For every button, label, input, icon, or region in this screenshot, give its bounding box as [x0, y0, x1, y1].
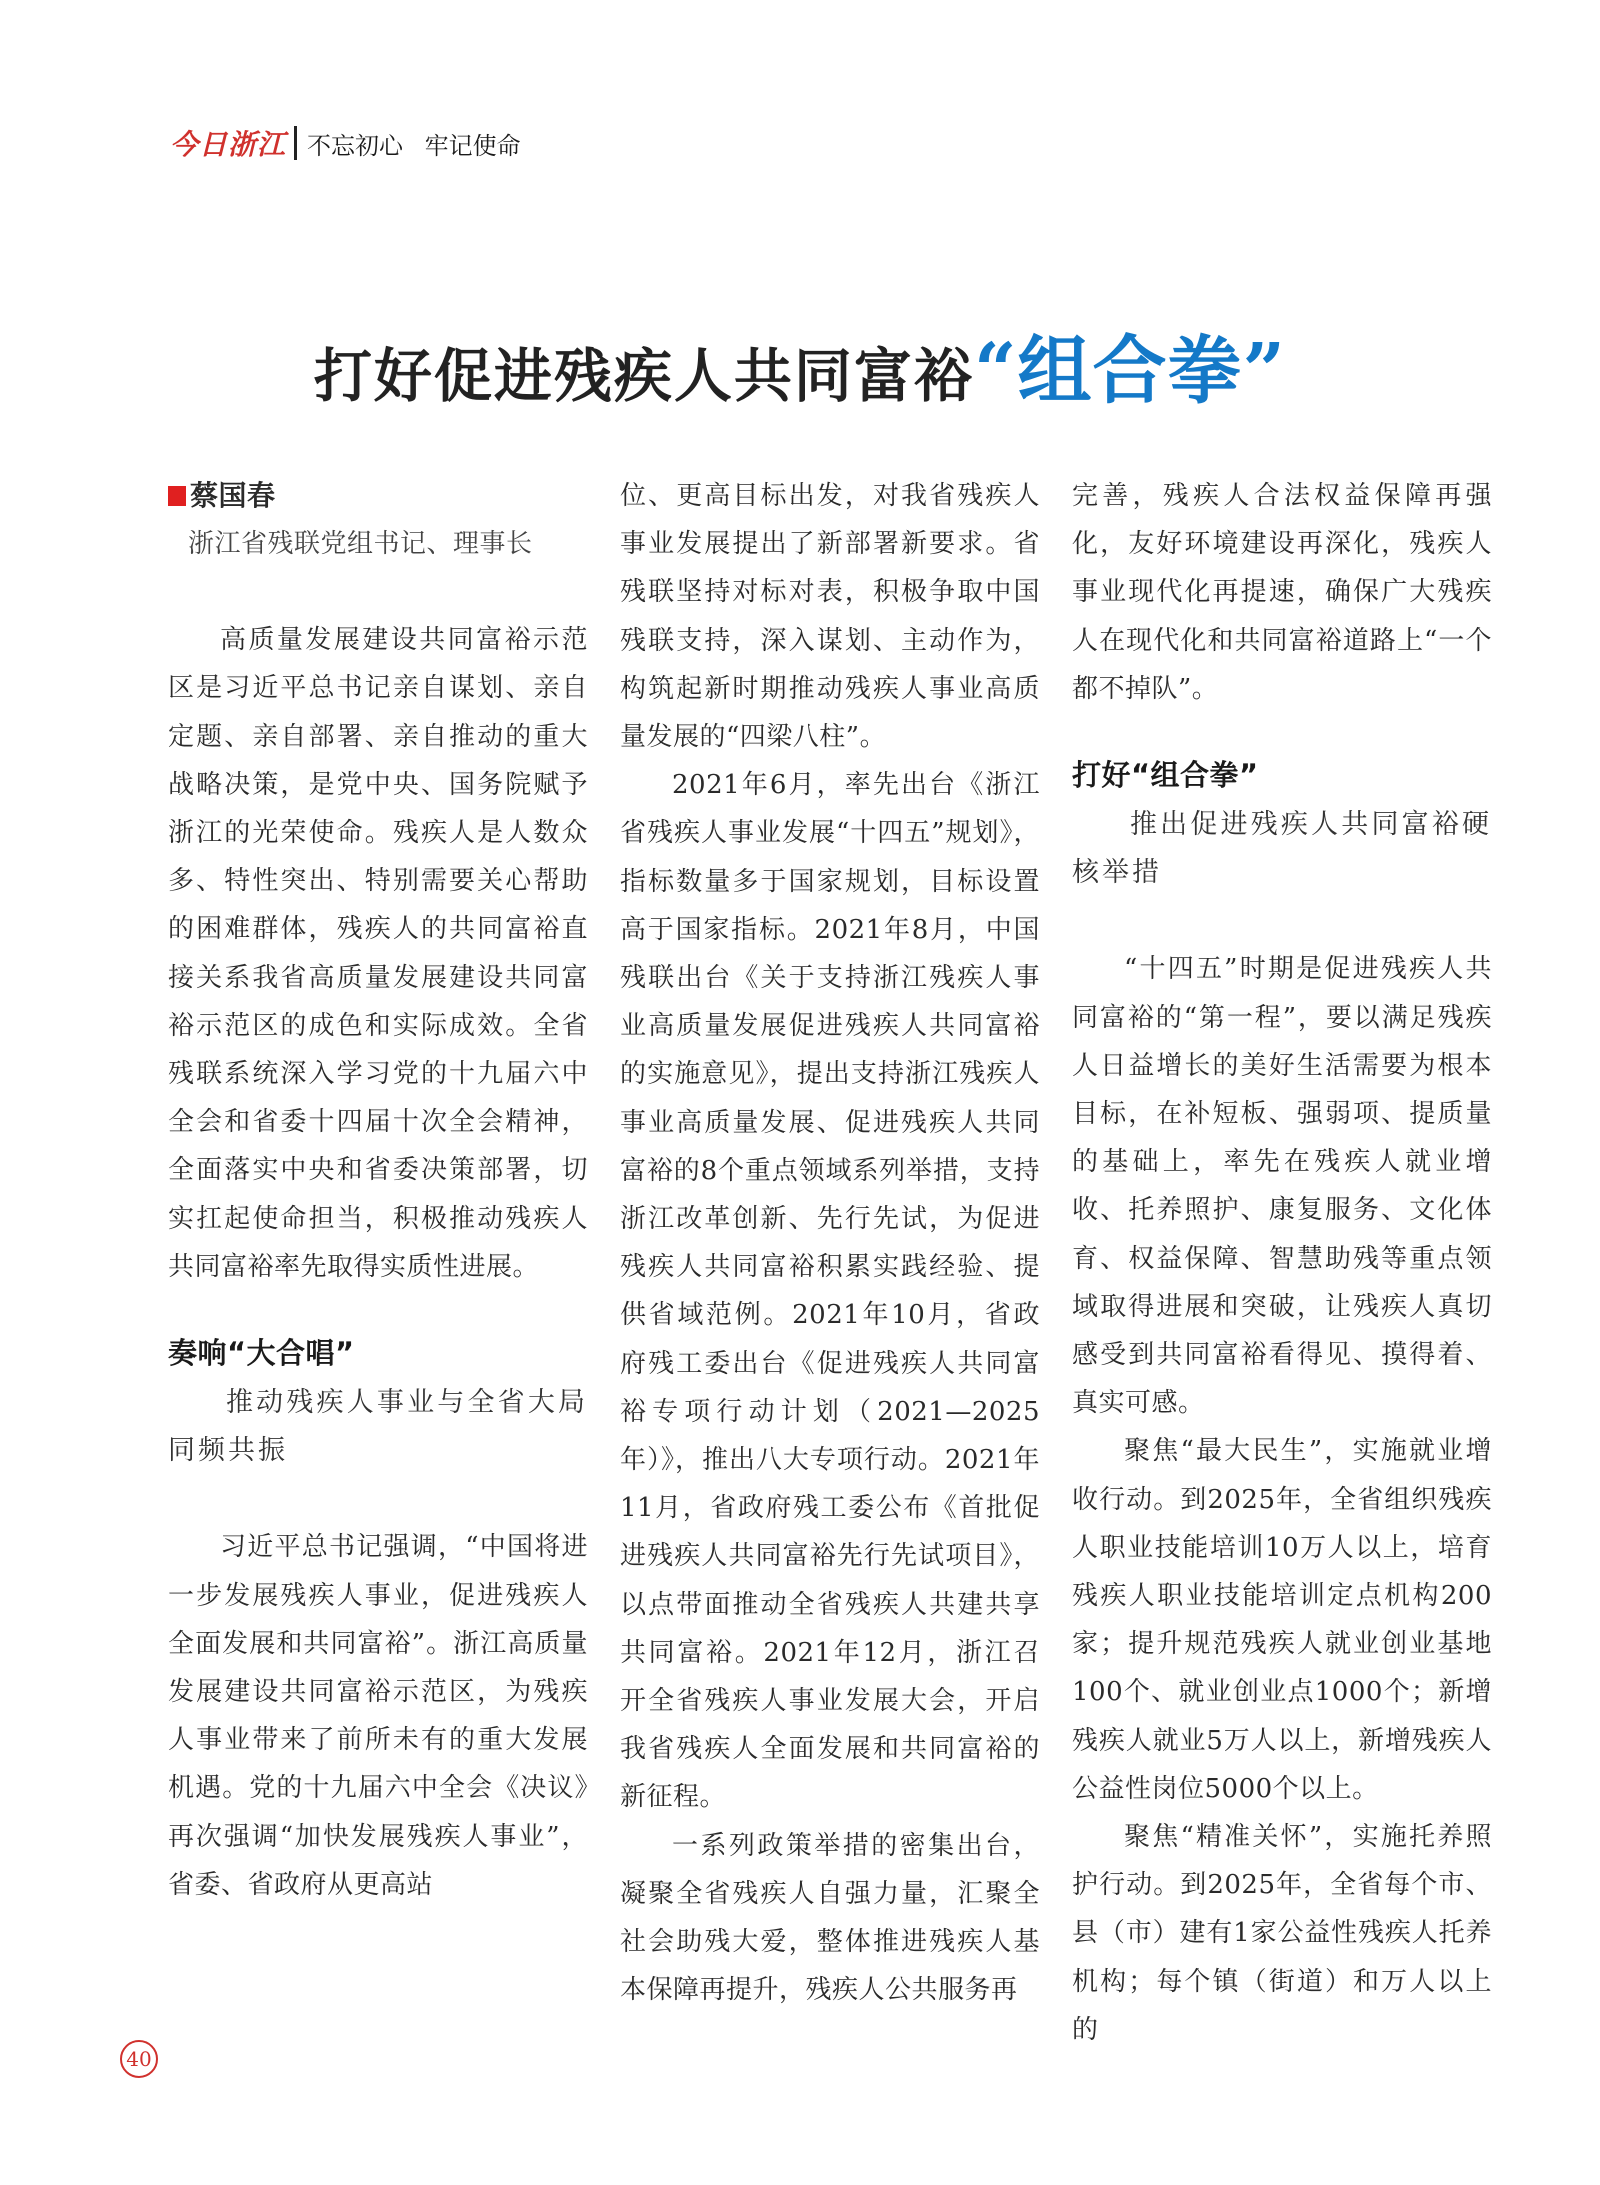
- brand-logo: 今日浙江: [170, 128, 287, 161]
- spacer: [1072, 897, 1492, 945]
- column-2: [620, 472, 1040, 2015]
- author-marker-icon: [168, 486, 186, 506]
- paragraph: 2021年6月，率先出台《浙江省残疾人事业发展“十四五”规划》，指标数量多于国家规划，目标设置高于国家指标。2021年8月，中国残联出台《关于支持浙江残疾人事业高质量发展促进残疾人共同富裕的实施意见》，提出支持浙江残疾人事业高质量发展、促进残疾人共同富裕的8个重点领域系列举措，支持浙江改革创新、先行先试，为促进残疾人共同富裕积累实践经验、提供省域范例。2021年10月，省政府残工委出台《促进残疾人共同富裕专项行动计划（2021—2025年）》，推出八大专项行动。2021年11月，省政府残工委公布《首批促进残疾人共同富裕先行先试项目》，以点带面推动全省残疾人共建共享共同富裕。2021年12月，浙江召开全省残疾人事业发展大会，开启我省残疾人全面发展和共同富裕的新征程。: [620, 770, 1040, 1813]
- author-role: 浙江省残联党组书记、理事长: [188, 529, 533, 559]
- section-heading: 打好“组合拳”: [1072, 758, 1259, 793]
- paragraph: 完善，残疾人合法权益保障再强化，友好环境建设再深化，残疾人事业现代化再提速，确保广大残疾人在现代化和共同富裕道路上“一个都不掉队”。: [1072, 481, 1492, 704]
- paragraph: 一系列政策举措的密集出台，凝聚全省残疾人自强力量，汇聚全社会助残大爱，整体推进残疾人基本保障再提升，残疾人公共服务再: [620, 1830, 1040, 2006]
- spacer: [168, 1475, 588, 1523]
- column-3: [1072, 472, 1492, 2054]
- title-accent: “组合拳”: [973, 328, 1287, 414]
- spacer: [168, 568, 588, 616]
- masthead: [170, 122, 521, 164]
- author-byline: [168, 472, 588, 520]
- paragraph: “十四五”时期是促进残疾人共同富裕的“第一程”，要以满足残疾人日益增长的美好生活需要为根本目标，在补短板、强弱项、提质量的基础上，率先在残疾人就业增收、托养照护、康复服务、文化体育、权益保障、智慧助残等重点领域取得进展和突破，让残疾人真切感受到共同富裕看得见、摸得着、真实可感。: [1072, 954, 1492, 1419]
- paragraph: 习近平总书记强调，“中国将进一步发展残疾人事业，促进残疾人全面发展和共同富裕”。浙江高质量发展建设共同富裕示范区，为残疾人事业带来了前所未有的重大发展机遇。党的十九届六中全会《决议》再次强调“加快发展残疾人事业”，省委、省政府从更高站: [168, 1532, 588, 1900]
- masthead-divider: [294, 126, 297, 160]
- paragraph: 高质量发展建设共同富裕示范区是习近平总书记亲自谋划、亲自定题、亲自部署、亲自推动的重大战略决策，是党中央、国务院赋予浙江的光荣使命。残疾人是人数众多、特性突出、特别需要关心帮助的困难群体，残疾人的共同富裕直接关系我省高质量发展建设共同富裕示范区的成色和实际成效。全省残联系统深入学习党的十九届六中全会和省委十四届十次全会精神，全面落实中央和省委决策部署，切实扛起使命担当，积极推动残疾人共同富裕率先取得实质性进展。: [168, 625, 588, 1282]
- section-subheading: 推动残疾人事业与全省大局同频共振: [168, 1387, 588, 1467]
- section-subheading: 推出促进残疾人共同富裕硬核举措: [1072, 809, 1492, 889]
- page-number: 40: [120, 2040, 158, 2078]
- spacer: [1072, 713, 1492, 749]
- section-heading: 奏响“大合唱”: [168, 1336, 355, 1371]
- paragraph: 聚焦“最大民生”，实施就业增收行动。到2025年，全省组织残疾人职业技能培训10万人以上，培育残疾人职业技能培训定点机构200家；提升规范残疾人就业创业基地100个、就业创业点1000个；新增残疾人就业5万人以上，新增残疾人公益性岗位5000个以上。: [1072, 1436, 1492, 1804]
- spacer: [168, 1291, 588, 1327]
- masthead-slogan: 不忘初心 牢记使命: [307, 131, 521, 160]
- author-name: 蔡国春: [190, 478, 276, 512]
- paragraph: 聚焦“精准关怀”，实施托养照护行动。到2025年，全省每个市、县（市）建有1家公益性残疾人托养机构；每个镇（街道）和万人以上的: [1072, 1822, 1492, 2045]
- column-1: [168, 472, 588, 1909]
- paragraph: 位、更高目标出发，对我省残疾人事业发展提出了新部署新要求。省残联坚持对标对表，积极争取中国残联支持，深入谋划、主动作为，构筑起新时期推动残疾人事业高质量发展的“四梁八柱”。: [620, 481, 1040, 753]
- article-title: [0, 312, 1600, 418]
- title-main: 打好促进残疾人共同富裕: [313, 342, 974, 410]
